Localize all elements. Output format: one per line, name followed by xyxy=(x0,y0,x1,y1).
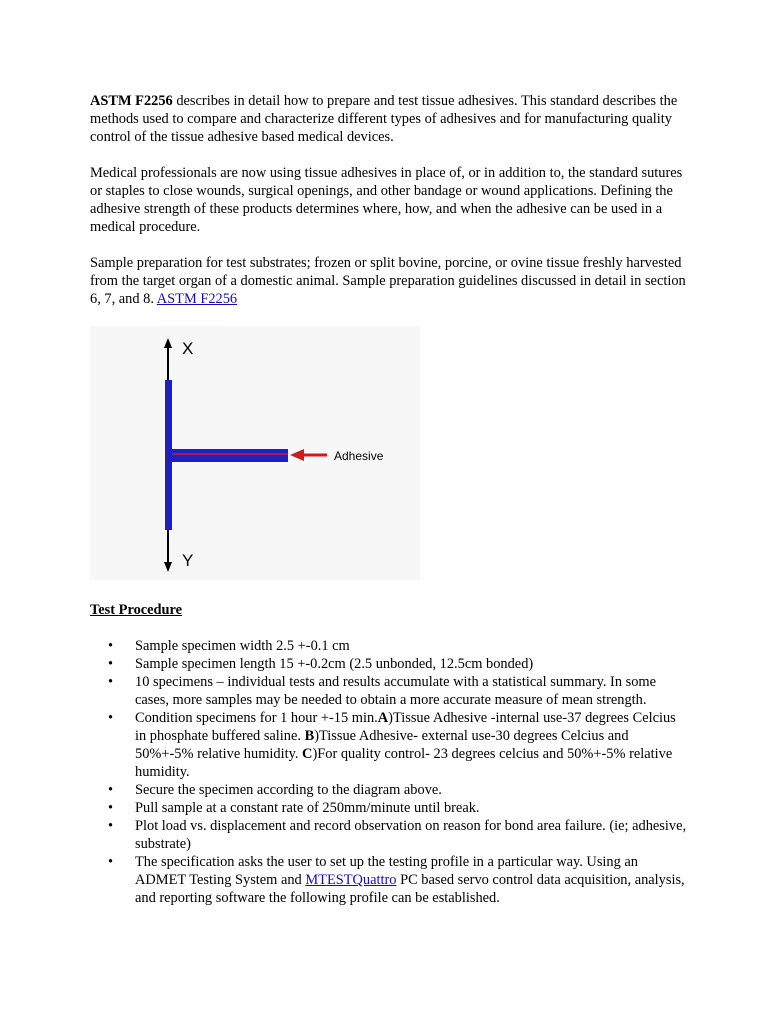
section-title: Test Procedure xyxy=(90,602,183,618)
list-item-text: Pull sample at a constant rate of 250mm/minute until break. xyxy=(135,800,480,816)
bullet: • xyxy=(108,674,114,690)
astm-f2256-link[interactable]: ASTM F2256 xyxy=(156,291,238,307)
adhesive-label: Adhesive xyxy=(334,449,384,463)
list-item-text: )Tissue Adhesive -internal use-37 degrees Celcius in phosphate buffered saline. xyxy=(135,710,676,744)
list-item-text: Condition specimens for 1 hour +-15 min. xyxy=(135,710,378,726)
sample-prep-paragraph xyxy=(90,254,690,308)
list-item xyxy=(108,673,690,709)
mtestquattro-link[interactable]: MTESTQuattro xyxy=(305,872,397,888)
list-item-text: Secure the specimen according to the diagram above. xyxy=(135,782,442,798)
list-item-text: Sample specimen width 2.5 +-0.1 cm xyxy=(135,638,350,654)
option-letter: A xyxy=(377,710,389,726)
list-item xyxy=(108,817,690,853)
sample-prep-text: Sample preparation for test substrates; frozen or split bovine, porcine, or ovine tissue freshly harvested from the target organ of a domestic animal. Sample preparation guidelines discussed in detail in section 6, 7, and 8. xyxy=(90,255,686,307)
specimen-diagram xyxy=(90,326,420,580)
horizontal-specimen-strip xyxy=(172,449,288,462)
usage-paragraph: Medical professionals are now using tissue adhesives in place of, or in addition to, the standard sutures or staples to close wounds, surgical openings, and other bandage or wound applications. Defining the adhesive strength of these products determines where, how, and when the adhesive can be used in a medical procedure. xyxy=(90,165,683,235)
option-letter: C xyxy=(302,746,313,762)
bullet: • xyxy=(108,638,114,654)
document-content xyxy=(90,92,690,907)
vertical-specimen-strip xyxy=(165,380,172,530)
axis-label-x: X xyxy=(182,339,194,358)
bullet: • xyxy=(108,656,114,672)
list-item-text: )For quality control- 23 degrees celcius and 50%+-5% relative humidity. xyxy=(135,746,673,780)
list-item-text: The specification asks the user to set up the testing profile in a particular way. Using an ADMET Testing System and xyxy=(135,854,638,888)
specimen-diagram-svg xyxy=(90,326,420,580)
bullet: • xyxy=(108,710,114,726)
list-item xyxy=(108,853,690,907)
list-item-text: 10 specimens – individual tests and results accumulate with a statistical summary. In some cases, more samples may be needed to obtain a more accurate measure of mean strength. xyxy=(135,674,657,708)
list-item-text: Plot load vs. displacement and record observation on reason for bond area failure. (ie; adhesive, substrate) xyxy=(135,818,687,852)
axis-label-y: Y xyxy=(182,551,194,570)
list-item-text: PC based servo control data acquisition, analysis, and reporting software the following profile can be established. xyxy=(135,872,685,906)
bullet: • xyxy=(108,854,114,870)
list-item xyxy=(108,709,690,781)
procedure-list xyxy=(90,637,690,907)
standard-name: ASTM F2256 xyxy=(90,93,173,109)
bullet: • xyxy=(108,782,114,798)
bullet: • xyxy=(108,818,114,834)
option-letter: B xyxy=(304,728,315,744)
list-item xyxy=(108,781,690,799)
list-item xyxy=(108,799,690,817)
list-item-text: )Tissue Adhesive- external use-30 degrees Celcius and 50%+-5% relative humidity. xyxy=(135,728,629,762)
list-item-text: Sample specimen length 15 +-0.2cm (2.5 unbonded, 12.5cm bonded) xyxy=(135,656,534,672)
intro-paragraph xyxy=(90,92,690,146)
bullet: • xyxy=(108,800,114,816)
intro-text: describes in detail how to prepare and test tissue adhesives. This standard describes the methods used to compare and characterize different types of adhesives and for manufacturing quality control of the tissue adhesive based medical devices. xyxy=(90,93,678,145)
list-item xyxy=(108,655,690,673)
list-item xyxy=(108,637,690,655)
